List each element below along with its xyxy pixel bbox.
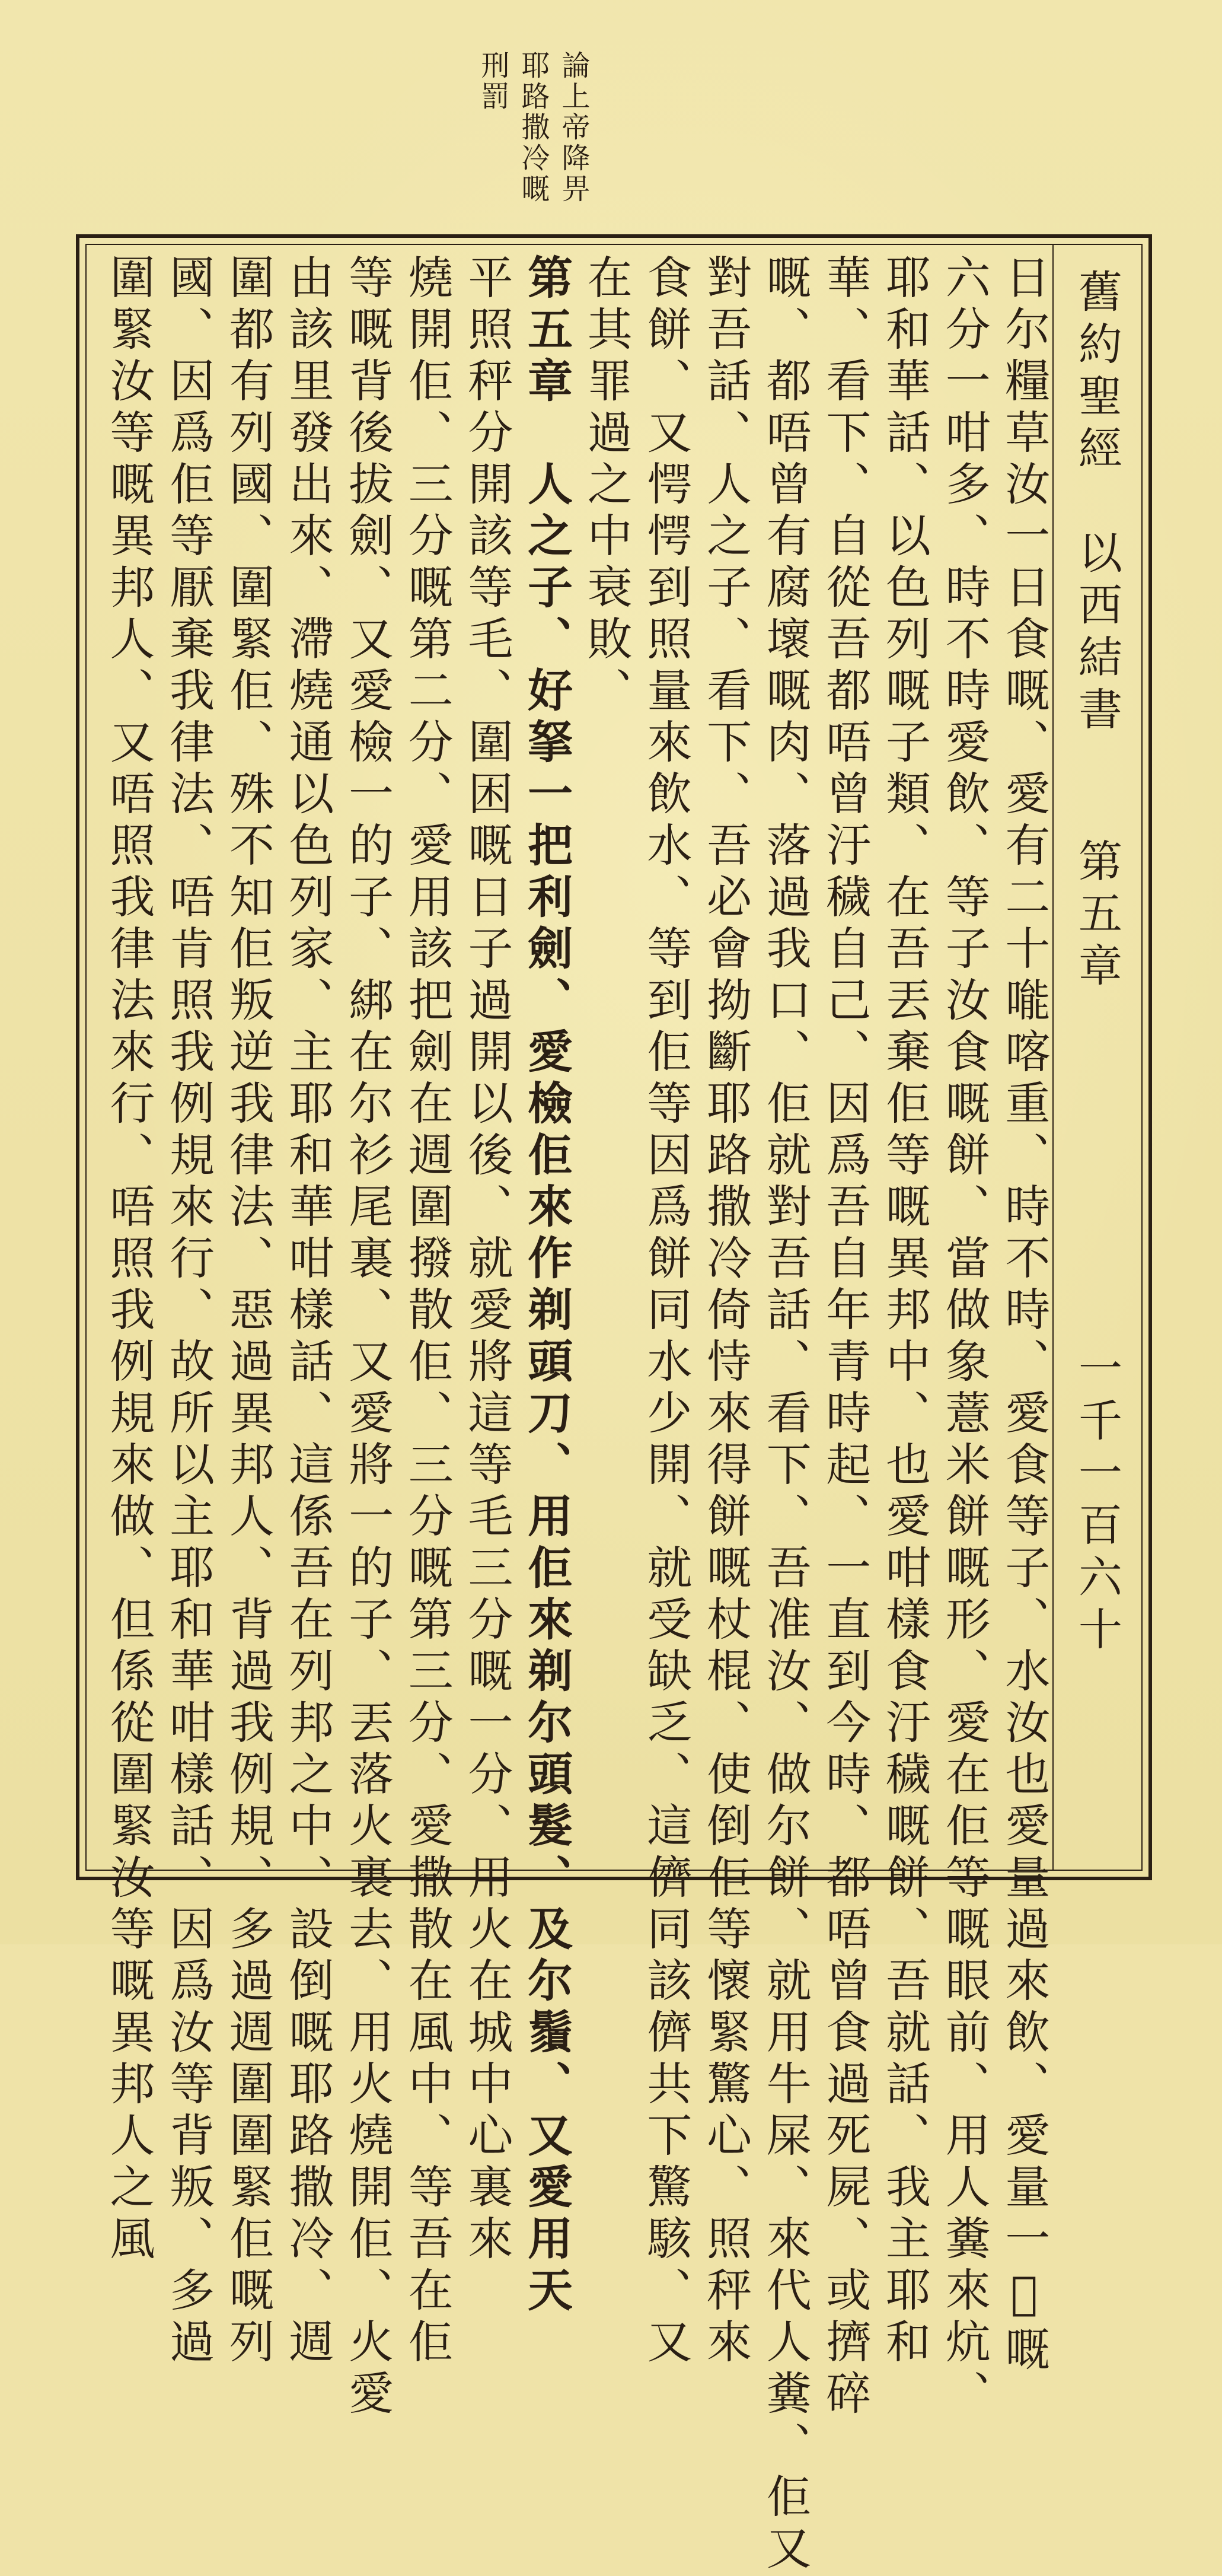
text-frame <box>76 234 1152 2576</box>
margin-note-line-2: 耶路撒冷嘅 <box>516 50 550 205</box>
text-column: 由該里發出來、滯燒通以色列家、主耶和華咁樣話、這係吾在列邦之中、設倒嘅耶路撒冷、週 <box>281 254 334 2370</box>
text-column: 耶和華話、以色列嘅子類、在吾丟棄佢等嘅異邦中、也愛咁樣食汙穢嘅餅、吾就話、我主耶和 <box>878 254 931 2370</box>
text-frame-inner <box>85 244 1143 2576</box>
margin-note-line-3: 刑罰 <box>476 50 509 112</box>
text-column: 平照秤分開該等毛、圍困嘅日子過開以後、就愛將這等毛三分嘅一分、用火在城中心裏來 <box>460 254 513 2266</box>
text-column: 圍都有列國、圍緊佢、殊不知佢叛逆我律法、惡過異邦人、背過我例規、多過週圍圍緊佢嘅列 <box>222 254 275 2370</box>
chapter-heading: 第五章 <box>1071 838 1122 995</box>
text-column: 對吾話、人之子、看下、吾必會拗斷耶路撒冷倚恃來得餅嘅杖棍、使倒佢等懷緊驚心、照秤來 <box>699 254 752 2370</box>
margin-note-line-1: 論上帝降畀 <box>557 50 590 205</box>
text-column: 日尔糧草汝一日食嘅、愛有二十𠹌喀重、時不時、愛食等子、水汝也愛量過來飲、愛量一𠇢嘅 <box>997 254 1051 2377</box>
text-column: 華、看下、自從吾都唔曾汙穢自己、因爲吾自年青時起、一直到今時、都唔曾食過死屍、或擠碎 <box>818 254 872 2421</box>
page-number: 一千一百六十 <box>1071 1345 1122 1658</box>
chapter-five-start-column: 第五章 人之子、好拏一把利劍、愛檢佢來作剃頭刀、用佢來剃尔頭髮、及尔鬚、又愛用天 <box>520 254 573 2318</box>
text-column: 在其罪過之中衰敗、 <box>580 254 633 718</box>
text-column: 燒開佢、三分嘅第二分、愛用該把劍在週圍撥散佢、三分嘅第三分、愛撒散在風中、等吾在佢 <box>401 254 454 2370</box>
text-column: 圍緊汝等嘅異邦人、又唔照我律法來行、唔照我例規來做、但係從圍緊汝等嘅異邦人之風 <box>103 254 155 2266</box>
text-column: 等嘅背後拔劍、又愛檢一的子、綁在尔衫尾裏、又愛將一的子、丟落火裏去、用火燒開佢、火愛 <box>341 254 394 2421</box>
body-text <box>98 254 1051 2576</box>
book-title: 舊約聖經 以西結書 <box>1071 269 1122 738</box>
text-column: 六分一咁多、時不時愛飲、等子汝食嘅餅、當做象薏米餅嘅形、愛在佢等嘅眼前、用人糞來炕、 <box>938 254 991 2421</box>
text-column: 嘅、都唔曾有腐壞嘅肉、落過我口、佢就對吾話、看下、吾准汝、做尔餅、就用牛屎、來代人糞、佢又 <box>759 254 812 2576</box>
running-header <box>1052 245 1141 1870</box>
text-column: 國、因爲佢等厭棄我律法、唔肯照我例規來行、故所以主耶和華咁樣話、因爲汝等背叛、多過 <box>162 254 215 2370</box>
text-column: 食餅、又愕愕到照量來飲水、等到佢等因爲餅同水少開、就受缺乏、這儕同該儕共下驚駭、又 <box>639 254 693 2370</box>
margin-note <box>478 50 588 205</box>
